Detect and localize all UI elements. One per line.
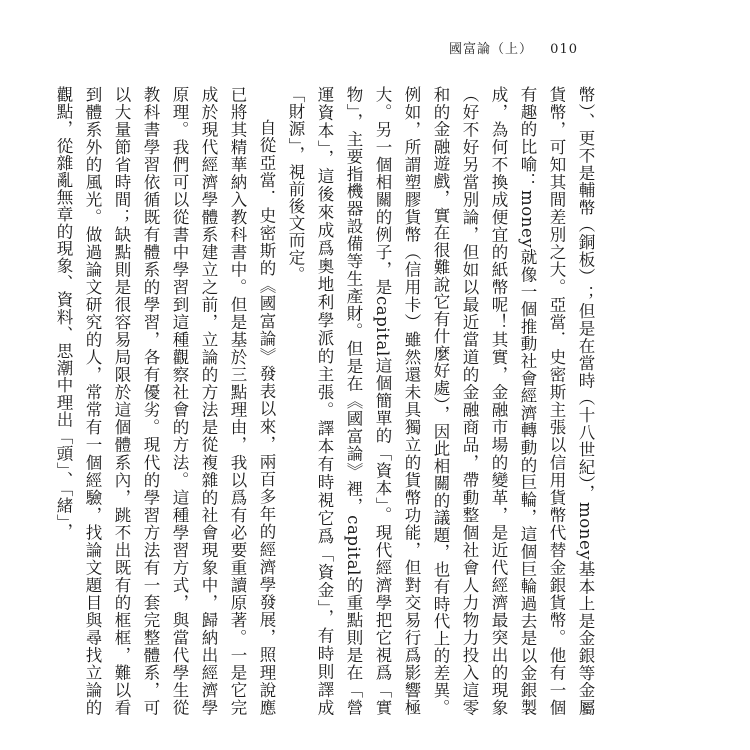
paragraph: 自從亞當．史密斯的《國富論》發表以來，兩百多年的經濟學發展，照理說應已將其精華納入教科書中。但是基於三點理由，我以爲有必要重讀原著。一是它完成於現代經濟學體系建立之前，立論的方法是從複雜的社會現象中，歸納出經濟學原理。我們可以從書中學習到這種觀察社會的方法。這種學習方式，與當代學生從教科書學習依循既有體系的學習，各有優劣。現代的學習方法有一套完整體系，可以大量節省時間；缺點則是很容易局限於這個體系內，跳不出既有的框框，難以看到體系外的風光。做過論文研究的人，常常有一個經驗，找論文題目與尋找立論的觀點，從雜亂無章的現象、資料、思潮中理出「頭」、「緒」， <box>54 86 276 716</box>
page-number: 010 <box>550 42 578 57</box>
running-header <box>449 38 578 57</box>
running-header-title: 國富論（上） <box>449 42 534 57</box>
body-text <box>54 86 600 716</box>
paragraph: 幣）、更不是輔幣（銅板）；但是在當時（十八世紀），money基本上是金銀等金屬貨幣，可知其間差別之大。亞當．史密斯主張以信用貨幣代替金銀貨幣。他有一個有趣的比喻：money就像一個推動社會經濟轉動的巨輪，這個巨輪過去是以金銀製成，為何不換成便宜的紙幣呢！其實，金融市場的變革，是近代經濟最突出的現象（好不好另當別論，但如以最近當道的金融商品，帶動整個社會人力物力投入這零和的金融遊戲，實在很難說它有什麼好處），因此相關的議題，也有時代上的差異。例如，所謂塑膠貨幣（信用卡）雖然還未具獨立的貨幣功能，但對交易行爲影響極大。另一個相關的例子，是capital這個簡單的「資本」。現代經濟學把它視爲「實物」，主要指機器設備等生產財。但是在《國富論》裡，capital的重點則是在「營運資本」，這後來成爲奧地利學派的主張。譯本有時視它爲「資金」，有時則譯成「財源」，視前後文而定。 <box>286 86 595 716</box>
